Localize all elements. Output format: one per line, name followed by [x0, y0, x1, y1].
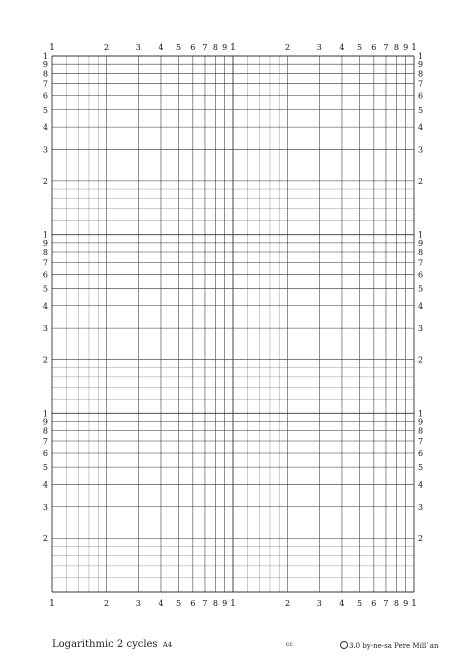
y-tick-label-left: 6 — [42, 448, 48, 458]
x-tick-label-bottom: 5 — [175, 599, 182, 608]
x-tick-label-bottom: 4 — [158, 599, 164, 608]
y-tick-label-left: 4 — [42, 301, 48, 311]
x-tick-label-top: 9 — [403, 43, 409, 52]
x-tick-label-bottom: 8 — [212, 599, 219, 608]
footer-license — [340, 641, 438, 650]
y-tick-label-left: 1 — [42, 409, 48, 419]
y-tick-label-left: 6 — [42, 91, 48, 101]
y-tick-label-right: 4 — [418, 123, 424, 133]
x-tick-label-bottom: 3 — [135, 599, 141, 608]
x-tick-label-bottom: 5 — [356, 599, 363, 608]
x-tick-label-top: 4 — [339, 43, 345, 52]
y-tick-label-right: 6 — [418, 270, 424, 280]
y-tick-label-left: 9 — [42, 238, 48, 248]
y-tick-label-right: 9 — [418, 238, 424, 248]
y-tick-label-right: 3 — [418, 324, 424, 334]
y-tick-label-left: 7 — [42, 79, 48, 89]
x-tick-label-bottom: 6 — [190, 599, 196, 608]
y-tick-label-left: 1 — [42, 52, 48, 61]
y-tick-label-left: 2 — [42, 355, 48, 365]
x-tick-label-top: 7 — [383, 43, 389, 52]
y-tick-label-right: 1 — [418, 409, 424, 419]
x-tick-label-bottom: 7 — [202, 599, 208, 608]
y-tick-label-left: 5 — [42, 105, 48, 115]
y-tick-label-right: 1 — [418, 230, 424, 240]
x-tick-label-bottom: 1 — [411, 599, 417, 609]
y-tick-label-left: 3 — [42, 502, 48, 512]
x-tick-label-bottom: 9 — [403, 599, 409, 608]
x-tick-label-bottom: 3 — [316, 599, 322, 608]
x-tick-label-bottom: 6 — [371, 599, 377, 608]
footer-title — [52, 639, 172, 650]
y-tick-label-right: 4 — [418, 301, 424, 311]
x-tick-label-bottom: 2 — [103, 599, 110, 608]
x-tick-label-top: 5 — [175, 43, 182, 52]
y-tick-label-right: 8 — [418, 247, 424, 257]
y-tick-label-left: 1 — [42, 230, 48, 240]
x-tick-label-bottom: 2 — [284, 599, 291, 608]
y-tick-label-left: 7 — [42, 258, 48, 268]
x-tick-label-bottom: 9 — [222, 599, 228, 608]
x-tick-label-bottom: 1 — [230, 599, 236, 609]
y-tick-label-left: 3 — [42, 145, 48, 155]
y-tick-label-left: 3 — [42, 324, 48, 334]
x-tick-label-top: 8 — [212, 43, 219, 52]
y-tick-label-left: 5 — [42, 463, 48, 473]
x-tick-label-top: 7 — [202, 43, 208, 52]
x-tick-label-top: 1 — [230, 43, 236, 53]
y-tick-label-right: 7 — [418, 79, 424, 89]
x-tick-label-top: 8 — [393, 43, 400, 52]
y-tick-label-right: 2 — [418, 176, 424, 186]
y-tick-label-right: 3 — [418, 502, 424, 512]
y-tick-label-left: 4 — [42, 480, 48, 490]
y-tick-label-left: 8 — [42, 69, 48, 79]
x-tick-label-top: 3 — [135, 43, 141, 52]
x-tick-label-top: 1 — [411, 43, 417, 53]
license-text: 3.0 by-ne-sa Pere Mill`an — [349, 642, 439, 650]
x-tick-label-bottom: 4 — [339, 599, 345, 608]
x-tick-label-bottom: 8 — [393, 599, 400, 608]
y-tick-label-left: 6 — [42, 270, 48, 280]
footer-title-text: Logarithmic 2 cycles — [52, 639, 158, 650]
x-tick-label-top: 9 — [222, 43, 228, 52]
creative-commons-icon — [340, 641, 348, 649]
y-tick-label-left: 7 — [42, 437, 48, 447]
footer-mark: cc — [286, 641, 293, 648]
y-tick-label-right: 5 — [418, 284, 424, 294]
y-tick-label-right: 5 — [418, 105, 424, 115]
x-tick-label-top: 3 — [316, 43, 322, 52]
x-tick-label-bottom: 7 — [383, 599, 389, 608]
y-tick-label-right: 7 — [418, 258, 424, 268]
y-tick-label-right: 8 — [418, 426, 424, 436]
x-tick-label-top: 2 — [284, 43, 291, 52]
x-tick-label-top: 4 — [158, 43, 164, 52]
y-tick-label-right: 2 — [418, 534, 424, 544]
y-tick-label-left: 2 — [42, 176, 48, 186]
y-tick-label-left: 8 — [42, 426, 48, 436]
x-tick-label-top: 6 — [371, 43, 377, 52]
x-tick-label-top: 5 — [356, 43, 363, 52]
y-tick-label-left: 9 — [42, 417, 48, 427]
x-tick-label-top: 1 — [49, 43, 55, 53]
y-tick-label-right: 9 — [418, 60, 424, 70]
paper-size-label: A4 — [162, 641, 173, 649]
y-tick-label-right: 2 — [418, 355, 424, 365]
x-tick-label-top: 6 — [190, 43, 196, 52]
y-tick-label-left: 2 — [42, 534, 48, 544]
y-tick-label-left: 9 — [42, 60, 48, 70]
y-tick-label-right: 8 — [418, 69, 424, 79]
y-tick-label-right: 7 — [418, 437, 424, 447]
x-tick-label-bottom: 1 — [49, 599, 55, 609]
y-tick-label-right: 6 — [418, 448, 424, 458]
y-tick-label-right: 1 — [418, 52, 424, 61]
y-tick-label-right: 9 — [418, 417, 424, 427]
y-tick-label-left: 8 — [42, 247, 48, 257]
y-tick-label-right: 3 — [418, 145, 424, 155]
y-tick-label-right: 5 — [418, 463, 424, 473]
y-tick-label-right: 6 — [418, 91, 424, 101]
y-tick-label-right: 4 — [418, 480, 424, 490]
y-tick-label-left: 5 — [42, 284, 48, 294]
y-tick-label-left: 4 — [42, 123, 48, 133]
x-tick-label-top: 2 — [103, 43, 110, 52]
